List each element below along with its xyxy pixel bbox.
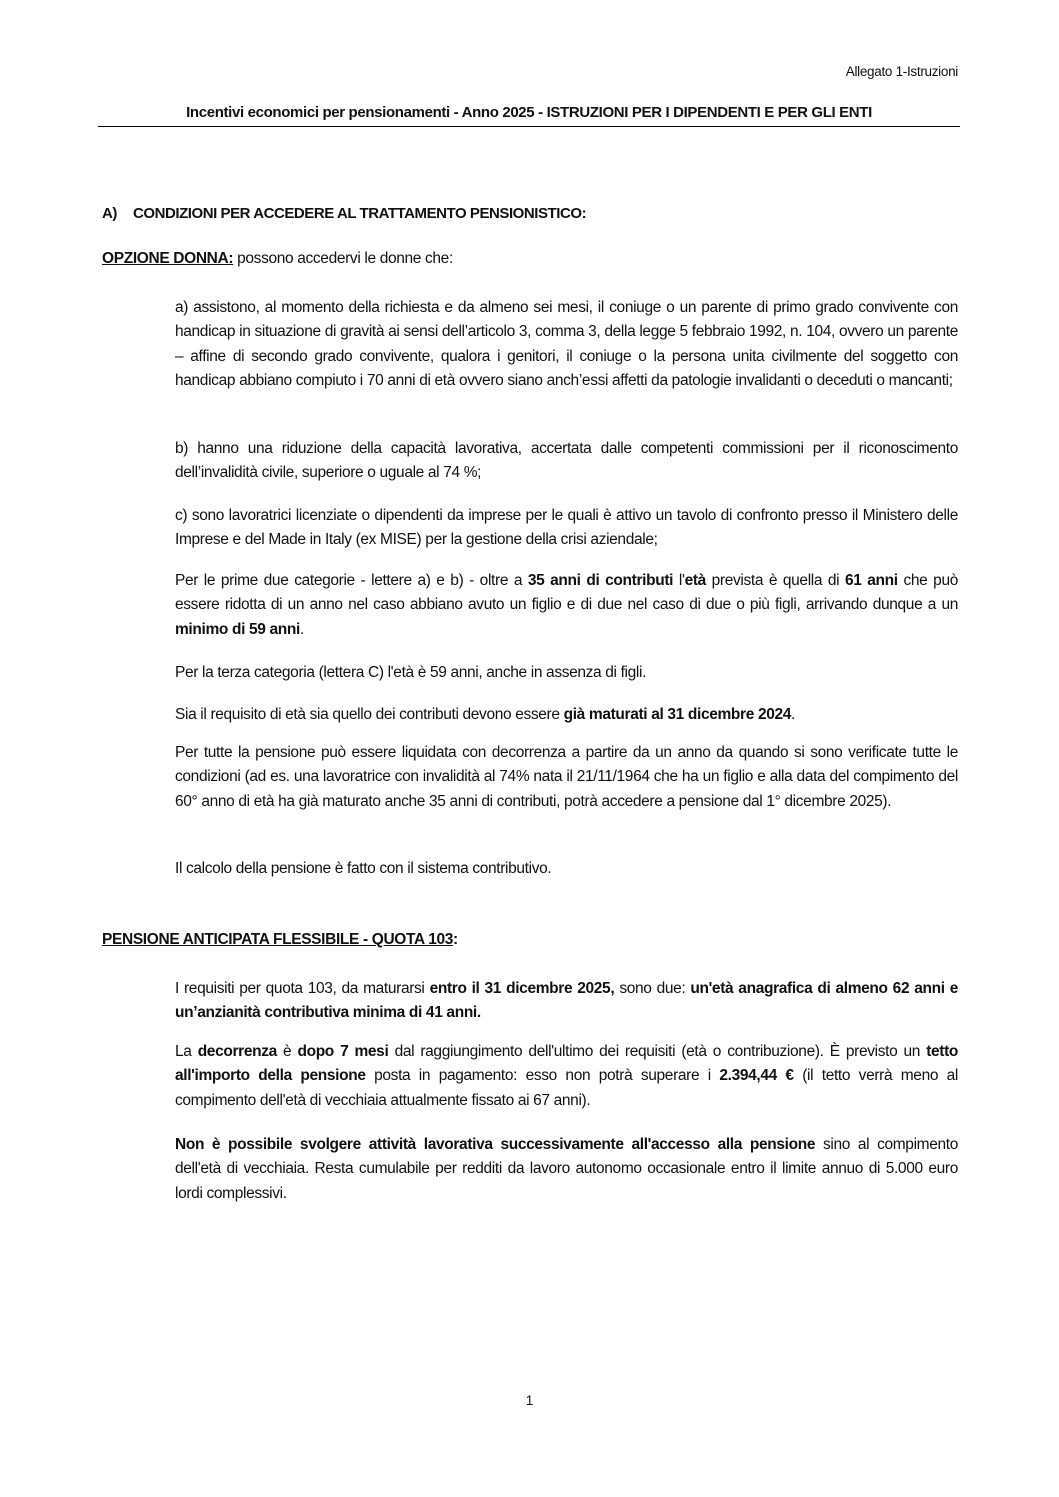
opzione-donna-intro: possono accedervi le donne che: bbox=[233, 250, 453, 267]
opzione-donna-title: OPZIONE DONNA: bbox=[102, 250, 234, 267]
paragraph-decorrenza-example: Per tutte la pensione può essere liquidata con decorrenza a partire da un anno da quando si sono verificate tutte le condizioni (ad es. una lavoratrice con invalidità al 74% nata il 21/11/1964 che ha un figlio e alla data del compimento del 60° anno di età ha già maturato anche 35 anni di contributi, potrà accedere a pensione dal 1° dicembre 2025). bbox=[175, 744, 958, 810]
paragraph-age-requirements bbox=[175, 569, 958, 642]
paragraph-quota-103-requirements bbox=[175, 977, 958, 1026]
text-run: dal raggiungimento dell'ultimo dei requisiti (età o contribuzione). È previsto un bbox=[388, 1043, 927, 1060]
bold-no-work-activity: Non è possibile svolgere attività lavorativa successivamente all'accesso alla pensione bbox=[175, 1136, 816, 1153]
bold-age: età bbox=[684, 572, 706, 589]
text-run: Per le prime due categorie - lettere a) e b) - oltre a bbox=[175, 572, 528, 589]
page-number: 1 bbox=[525, 1393, 534, 1408]
text-run: I requisiti per quota 103, da maturarsi bbox=[175, 980, 430, 997]
bold-61-years: 61 anni bbox=[845, 572, 898, 589]
paragraph-quota-103-cumulo bbox=[175, 1133, 958, 1206]
section-marker: A) bbox=[102, 205, 117, 222]
text-run: . bbox=[791, 706, 796, 723]
quota-103-heading bbox=[102, 931, 458, 949]
paragraph-third-category: Per la terza categoria (lettera C) l'età è 59 anni, anche in assenza di figli. bbox=[175, 664, 647, 681]
annex-label: Allegato 1-Istruzioni bbox=[845, 64, 958, 79]
bold-age-contribution-requirements: un'età anagrafica di almeno 62 anni e un’anzianità contributiva minima di 41 anni. bbox=[175, 980, 959, 1022]
paragraph-item-a: a) assistono, al momento della richiesta e da almeno sei mesi, il coniuge o un parente di primo grado convivente con handicap in situazione di gravità ai sensi dell’articolo 3, comma 3, della legge 5 febbraio 1992, n. 104, ovvero un parente – affine di secondo grado convivente, qualora i genitori, il coniuge o la persona unita civilmente del soggetto con handicap abbiano compiuto i 70 anni di età ovvero siano anch’essi affetti da patologie invalidanti o deceduti o mancanti; bbox=[175, 299, 958, 389]
text-run: prevista è quella di bbox=[705, 572, 845, 589]
section-title: CONDIZIONI PER ACCEDERE AL TRATTAMENTO PENSIONISTICO: bbox=[133, 205, 587, 222]
paragraph-requirement-deadline bbox=[175, 703, 958, 727]
text-run: che può essere ridotta di un anno nel caso abbiano avuto un figlio e di due nel caso di due o più figli, arrivando dunque a un bbox=[175, 572, 958, 614]
bold-cap-amount: 2.394,44 € bbox=[719, 1067, 794, 1085]
bold-7-months: dopo 7 mesi bbox=[297, 1043, 389, 1060]
bold-minimum-59: minimo di 59 anni bbox=[175, 620, 300, 638]
text-run: sono due: bbox=[614, 980, 691, 997]
document-title: Incentivi economici per pensionamenti - Anno 2025 - ISTRUZIONI PER I DIPENDENTI E PER GLI ENTI bbox=[186, 104, 872, 121]
quota-103-title: PENSIONE ANTICIPATA FLESSIBILE - QUOTA 103 bbox=[102, 931, 454, 948]
quota-103-colon: : bbox=[453, 931, 458, 948]
text-run: è bbox=[276, 1043, 298, 1060]
text-run: La bbox=[175, 1043, 198, 1060]
bold-deadline: già maturati al 31 dicembre 2024 bbox=[563, 706, 792, 723]
text-run: . bbox=[299, 620, 304, 638]
paragraph-quota-103-decorrenza bbox=[175, 1040, 958, 1113]
bold-pension-cap: tetto all'importo della pensione bbox=[175, 1043, 959, 1085]
bold-decorrenza: decorrenza bbox=[197, 1043, 277, 1060]
section-a-heading bbox=[102, 205, 586, 222]
text-run: posta in pagamento: esso non potrà superare i bbox=[365, 1067, 720, 1085]
bold-contributions: 35 anni di contributi bbox=[527, 572, 674, 589]
bold-deadline-2025: entro il 31 dicembre 2025, bbox=[429, 980, 615, 997]
paragraph-item-b: b) hanno una riduzione della capacità lavorativa, accertata dalle competenti commissioni per il riconoscimento dell’invalidità civile, superiore o uguale al 74 %; bbox=[175, 440, 958, 482]
text-run: Sia il requisito di età sia quello dei contributi devono essere bbox=[175, 706, 564, 723]
text-run: (il tetto verrà meno al compimento dell'età di vecchiaia attualmente fissato ai 67 anni). bbox=[175, 1067, 958, 1109]
text-run: l' bbox=[673, 572, 685, 589]
title-divider bbox=[98, 126, 960, 127]
text-run: sino al compimento dell'età di vecchiaia. Resta cumulabile per redditi da lavoro autonomo occasionale entro il limite annuo di 5.000 euro lordi complessivi. bbox=[175, 1136, 958, 1202]
opzione-donna-heading bbox=[102, 250, 453, 268]
paragraph-calcolo: Il calcolo della pensione è fatto con il sistema contributivo. bbox=[175, 860, 552, 877]
paragraph-item-c: c) sono lavoratrici licenziate o dipendenti da imprese per le quali è attivo un tavolo di confronto presso il Ministero delle Imprese e del Made in Italy (ex MISE) per la gestione della crisi aziendale; bbox=[175, 507, 958, 549]
